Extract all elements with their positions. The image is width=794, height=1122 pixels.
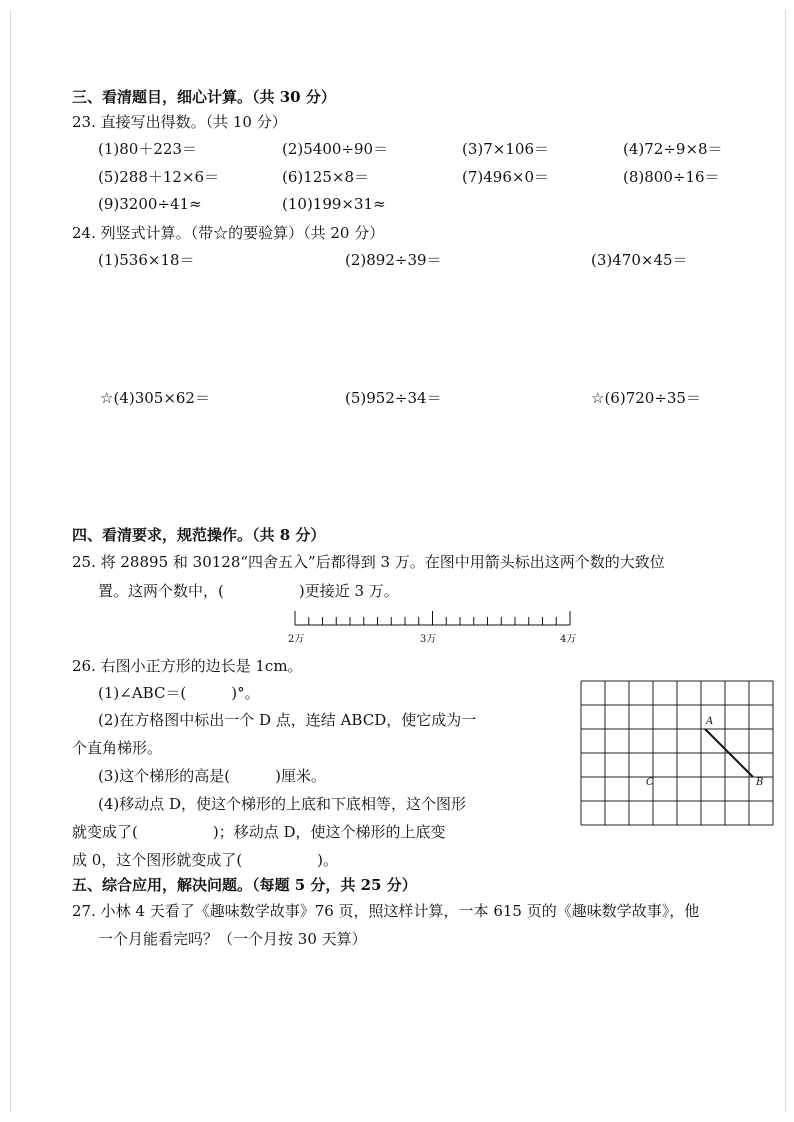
q23-item-3: (3)7×106＝ (462, 140, 549, 158)
q23-item-7: (7)496×0＝ (462, 168, 549, 186)
q24-item-5: (5)952÷34＝ (345, 389, 442, 407)
q24-item-6: ☆(6)720÷35＝ (591, 389, 701, 407)
point-label-c: C (646, 777, 654, 788)
point-label-b: B (756, 777, 764, 788)
q23-title: 23. 直接写出得数。（共 10 分） (72, 113, 287, 131)
q24-title: 24. 列竖式计算。（带☆的要验算）（共 20 分） (72, 224, 385, 242)
q26-line-1: (1)∠ABC＝( )°。 (98, 684, 260, 702)
section-4-title: 四、看清要求，规范操作。（共 8 分） (72, 526, 326, 544)
number-line-label-2wan: 2万 (288, 634, 305, 645)
q27-line-1: 27. 小林 4 天看了《趣味数学故事》76 页，照这样计算，一本 615 页的《趣味数学故事》，他 (72, 902, 700, 920)
q24-item-4: ☆(4)305×62＝ (100, 389, 210, 407)
point-label-a: A (706, 716, 714, 727)
q23-item-2: (2)5400÷90＝ (282, 140, 389, 158)
q26-title: 26. 右图小正方形的边长是 1cm。 (72, 657, 303, 675)
q23-item-10: (10)199×31≈ (282, 195, 386, 213)
q23-item-9: (9)3200÷41≈ (98, 195, 202, 213)
q23-item-6: (6)125×8＝ (282, 168, 369, 186)
q25-line-2: 置。这两个数中，( )更接近 3 万。 (98, 582, 399, 600)
q23-item-1: (1)80＋223＝ (98, 140, 197, 158)
section-5-title: 五、综合应用，解决问题。（每题 5 分，共 25 分） (72, 876, 417, 894)
number-line-label-4wan: 4万 (560, 634, 577, 645)
q26-line-3: 个直角梯形。 (72, 739, 163, 757)
q24-item-1: (1)536×18＝ (98, 251, 195, 269)
q23-item-5: (5)288＋12×6＝ (98, 168, 220, 186)
number-line-label-3wan: 3万 (420, 634, 437, 645)
square-grid (580, 680, 776, 828)
q26-line-2: (2)在方格图中标出一个 D 点，连结 ABCD，使它成为一 (98, 711, 477, 729)
q24-item-3: (3)470×45＝ (591, 251, 688, 269)
q23-item-4: (4)72÷9×8＝ (623, 140, 723, 158)
number-line-ticks (295, 611, 570, 625)
section-3-title: 三、看清题目，细心计算。（共 30 分） (72, 88, 336, 106)
q26-line-7: 成 0，这个图形就变成了( )。 (72, 851, 339, 869)
q25-line-1: 25. 将 28895 和 30128“四舍五入”后都得到 3 万。在图中用箭头标出这两个数的大致位 (72, 553, 665, 571)
grid-lines (581, 681, 773, 825)
q23-item-8: (8)800÷16＝ (623, 168, 720, 186)
q26-line-5: (4)移动点 D，使这个梯形的上底和下底相等，这个图形 (98, 795, 467, 813)
q26-line-6: 就变成了( )；移动点 D，使这个梯形的上底变 (72, 823, 446, 841)
q27-line-2: 一个月能看完吗？（一个月按 30 天算） (98, 930, 367, 948)
q26-line-4: (3)这个梯形的高是( )厘米。 (98, 767, 326, 785)
q24-item-2: (2)892÷39＝ (345, 251, 442, 269)
